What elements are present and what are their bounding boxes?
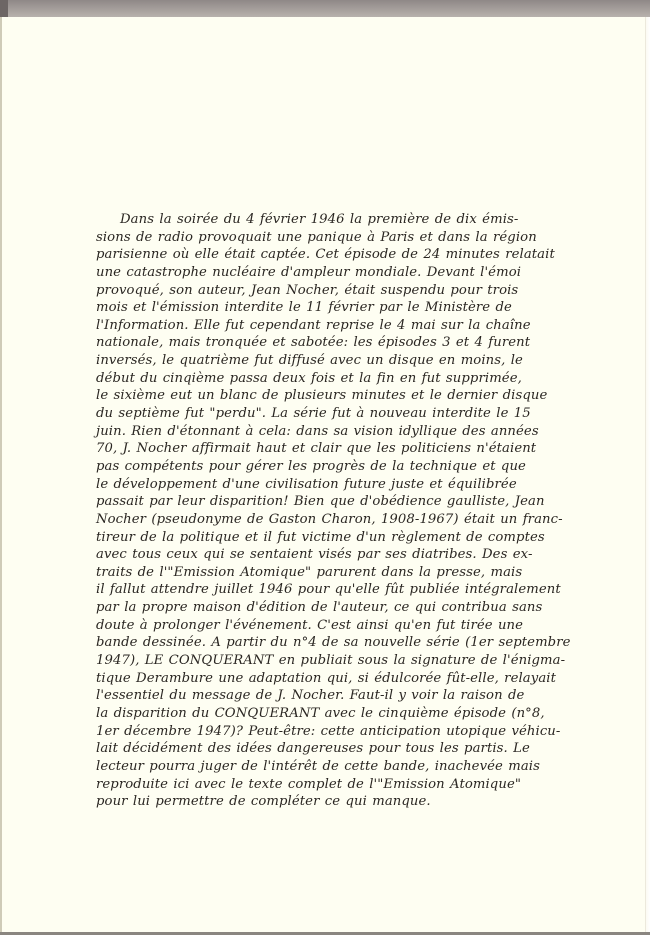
text-line: lait décidément des idées dangereuses pour tous les partis. Le [96,741,530,757]
scan-left-edge [0,17,2,935]
text-line: le sixième eut un blanc de plusieurs minutes et le dernier disque [96,388,548,404]
text-line: nationale, mais tronquée et sabotée: les épisodes 3 et 4 furent [96,335,531,351]
text-line: avec tous ceux qui se sentaient visés par ses diatribes. Des ex- [96,547,533,563]
text-line: mois et l'émission interdite le 11 février par le Ministère de [96,300,512,316]
text-line-last: pour lui permettre de compléter ce qui manque. [96,794,431,810]
text-line: passait par leur disparition! Bien que d'obédience gaulliste, Jean [96,494,545,510]
text-line: par la propre maison d'édition de l'auteur, ce qui contribua sans [96,600,543,616]
scan-top-shadow [0,0,650,17]
text-line: une catastrophe nucléaire d'ampleur mondiale. Devant l'émoi [96,264,522,280]
text-line: juin. Rien d'étonnant à cela: dans sa vision idyllique des années [96,423,539,439]
text-line: la disparition du CONQUERANT avec le cinquième épisode (n°8, [96,705,545,721]
text-line: 70, J. Nocher affirmait haut et clair que les politiciens n'étaient [96,441,537,457]
text-line: sions de radio provoquait une panique à Paris et dans la région [96,229,537,245]
text-line: tique Derambure une adaptation qui, si édulcorée fût-elle, relayait [96,670,557,686]
text-line: l'Information. Elle fut cependant reprise le 4 mai sur la chaîne [96,317,531,333]
document-page [0,17,646,932]
text-line: provoqué, son auteur, Jean Nocher, était suspendu pour trois [96,282,519,298]
text-line: Nocher (pseudonyme de Gaston Charon, 1908-1967) était un franc- [96,511,563,527]
text-line: reproduite ici avec le texte complet de l'"Emission Atomique" [96,776,522,792]
scan-right-edge [645,17,650,935]
text-line: traits de l'"Emission Atomique" parurent dans la presse, mais [96,564,523,580]
text-line: il fallut attendre juillet 1946 pour qu'elle fût publiée intégralement [96,582,561,598]
text-line: doute à prolonger l'événement. C'est ainsi qu'en fut tirée une [96,617,524,633]
text-line: début du cinqième passa deux fois et la fin en fut supprimée, [96,370,522,386]
text-line: du septième fut "perdu". La série fut à nouveau interdite le 15 [96,406,531,422]
text-line: 1947), LE CONQUERANT en publiait sous la signature de l'énigma- [96,653,566,669]
text-line: parisienne où elle était captée. Cet épisode de 24 minutes relatait [96,247,555,263]
body-paragraph [96,211,592,811]
text-line: Dans la soirée du 4 février 1946 la première de dix émis- [120,212,519,227]
text-line: lecteur pourra juger de l'intérêt de cette bande, inachevée mais [96,758,540,774]
text-line: pas compétents pour gérer les progrès de la technique et que [96,458,526,474]
text-line: inversés, le quatrième fut diffusé avec un disque en moins, le [96,353,523,369]
text-line: tireur de la politique et il fut victime d'un règlement de comptes [96,529,545,545]
text-line: bande dessinée. A partir du n°4 de sa nouvelle série (1er septembre [96,635,571,651]
text-line: le développement d'une civilisation future juste et équilibrée [96,476,517,492]
text-line: 1er décembre 1947)? Peut-être: cette anticipation utopique véhicu- [96,723,561,739]
text-line: l'essentiel du message de J. Nocher. Faut-il y voir la raison de [96,688,525,704]
